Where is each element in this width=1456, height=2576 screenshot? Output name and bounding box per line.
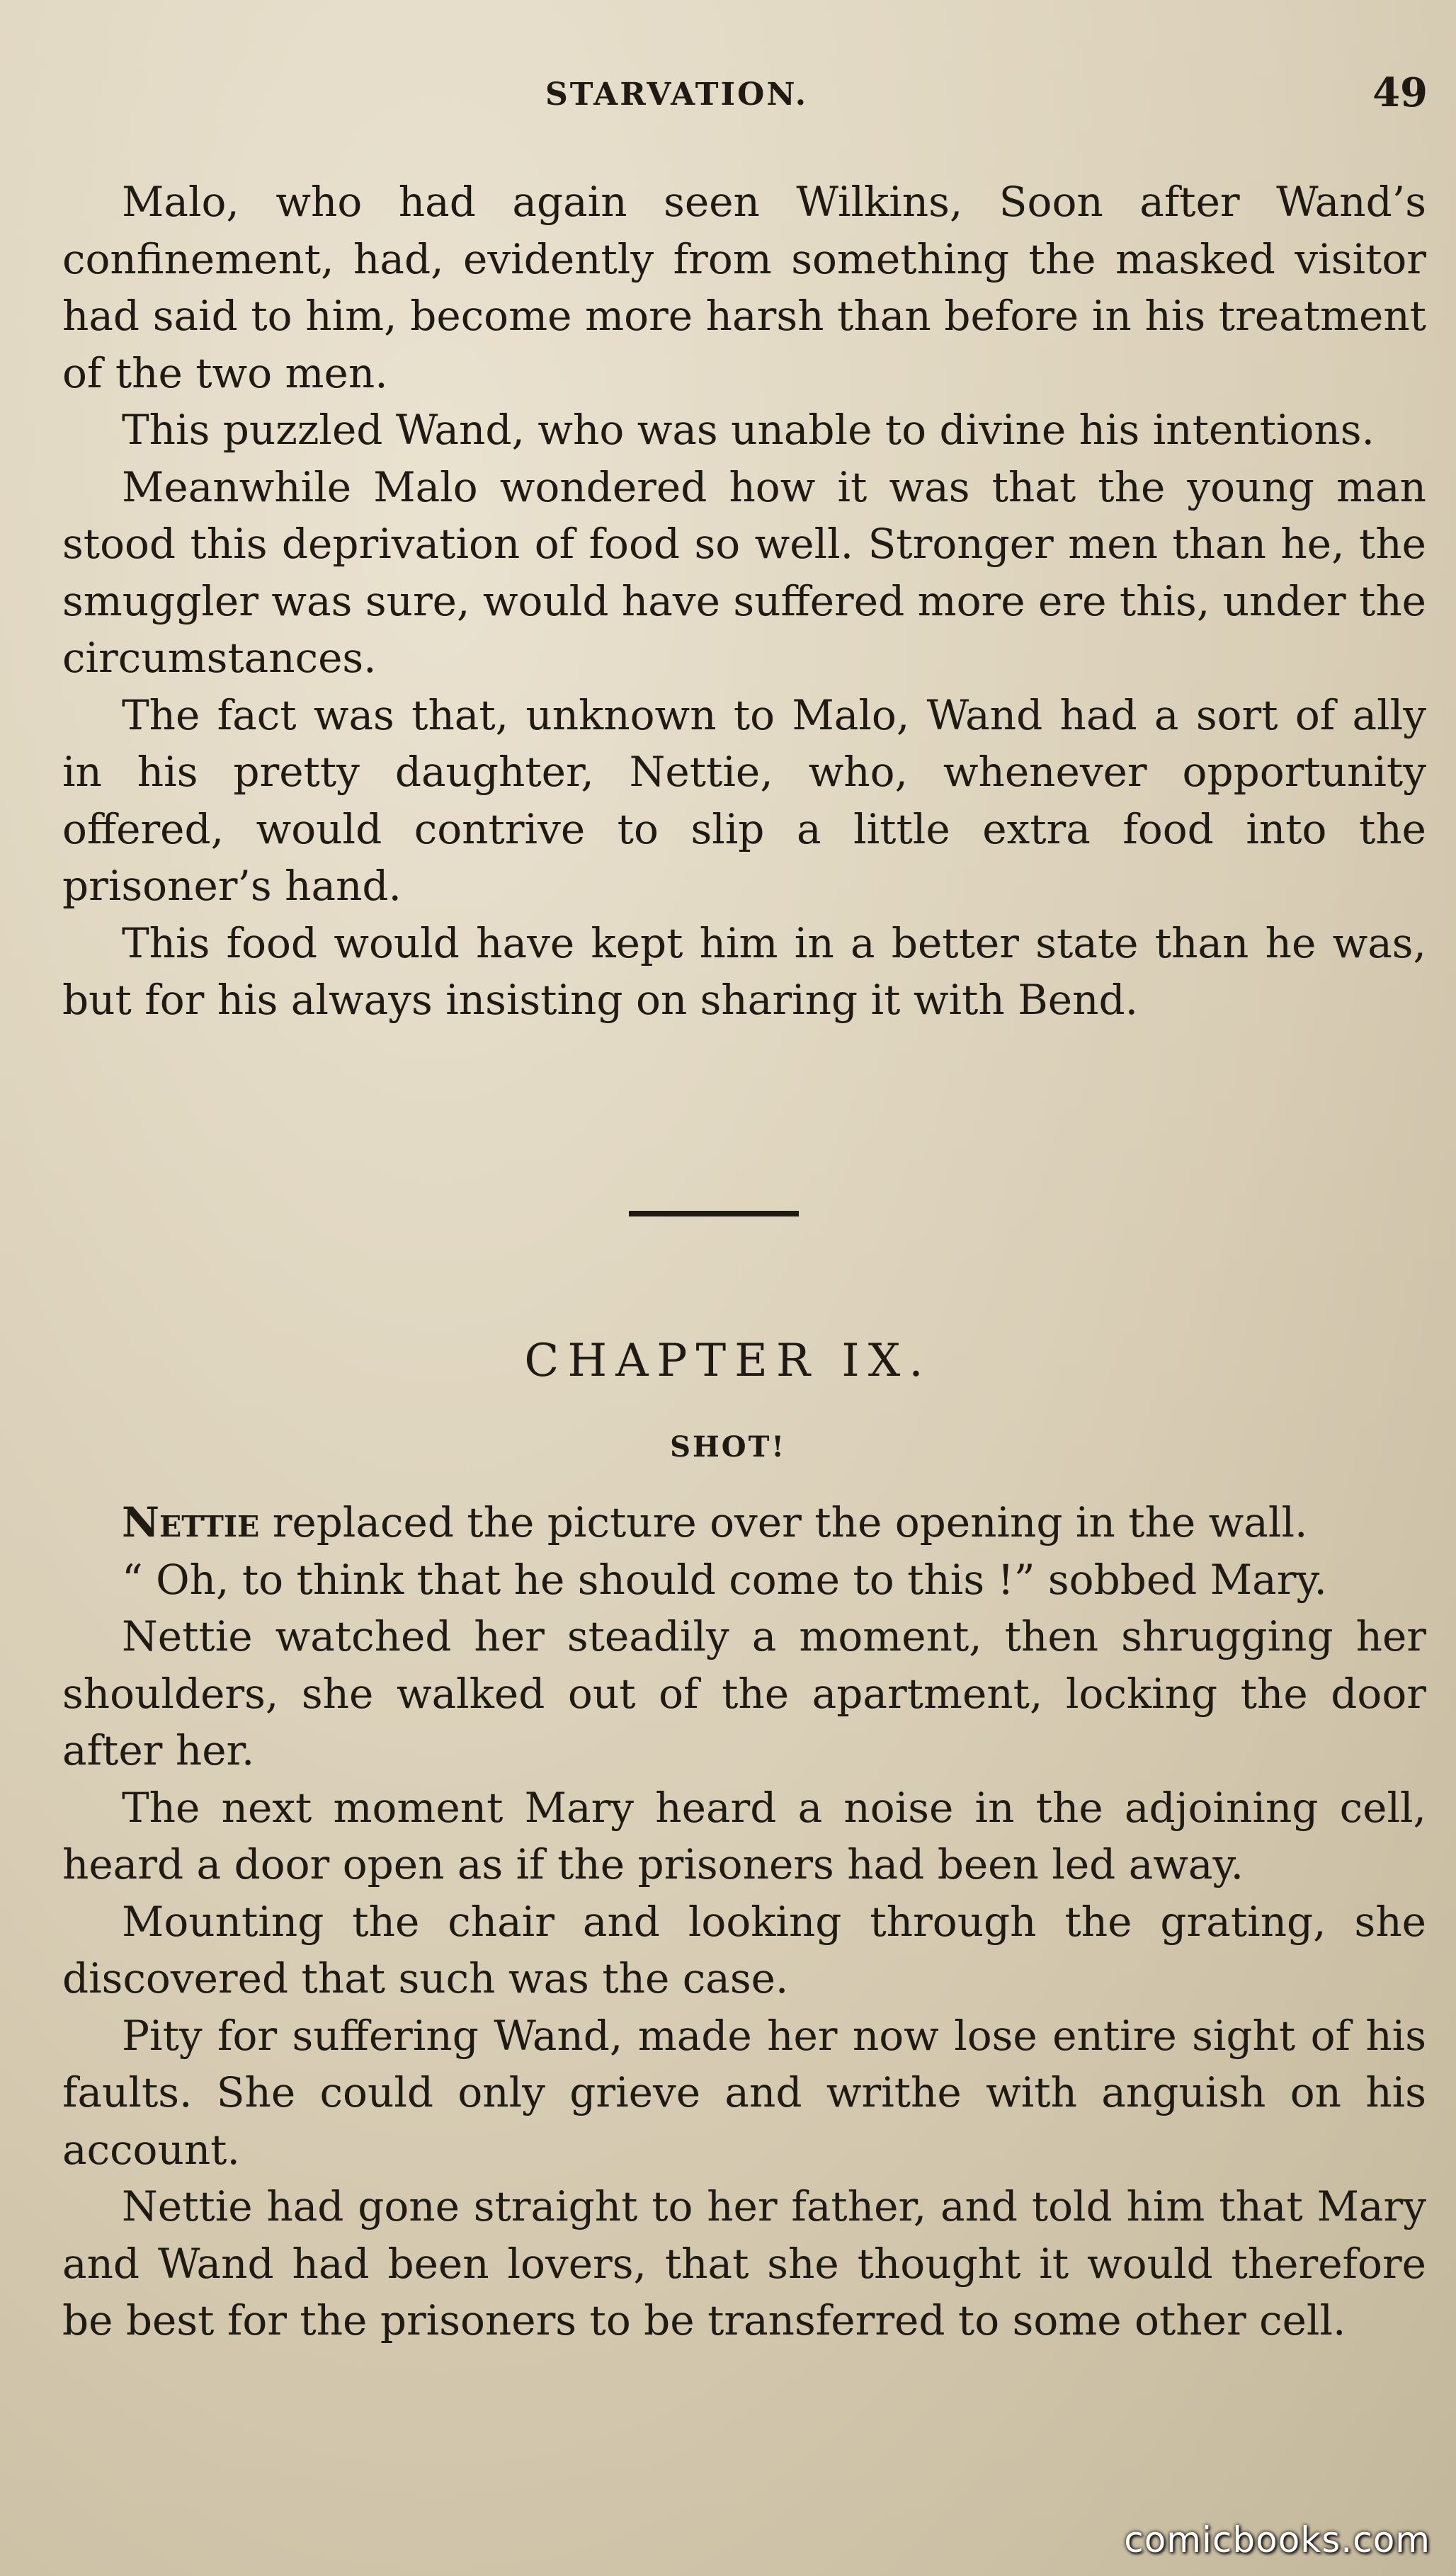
paragraph: This food would have kept him in a better state than he was, but for his always insisting on sharing it with Bend. (62, 918, 1426, 1024)
lead-word: Nettie (122, 1498, 260, 1546)
running-head (0, 69, 1456, 126)
paragraph: The next moment Mary heard a noise in the adjoining cell, heard a door open as if the prisoners had been led away. (62, 1783, 1426, 1888)
paragraph (62, 1494, 1426, 1551)
paragraph: Mounting the chair and looking through the grating, she discovered that such was the case. (62, 1897, 1426, 2002)
paragraph: Pity for suffering Wand, made her now lose entire sight of his faults. She could only grieve and writhe with anguish on his account. (62, 2011, 1426, 2174)
chapter-subtitle: SHOT! (670, 1430, 786, 1464)
section-divider-rule (629, 1211, 799, 1216)
page-number: 49 (1372, 69, 1428, 116)
paragraph: This puzzled Wand, who was unable to divine his intentions. (122, 406, 1375, 454)
running-title: STARVATION. (545, 76, 809, 113)
paragraph: The fact was that, unknown to Malo, Wand had a sort of ally in his pretty daughter, Nettie, who, whenever opportunity offered, would contrive to slip a little extra food into the prisoner’s hand. (62, 690, 1426, 910)
paragraph: Meanwhile Malo wondered how it was that the young man stood this deprivation of food so well. Stronger men than he, the smuggler was sure, would have suffered more ere this, under the circumstances. (62, 462, 1427, 682)
paragraph: Nettie had gone straight to her father, and told him that Mary and Wand had been lovers, that she thought it would therefore be best for the prisoners to be transferred to some other cell. (62, 2182, 1426, 2344)
paragraph: “ Oh, to think that he should come to this !” sobbed Mary. (122, 1555, 1327, 1604)
paragraph: Nettie watched her steadily a moment, then shrugging her shoulders, she walked out of the apartment, locking the door after her. (62, 1612, 1426, 1774)
paragraph-text: replaced the picture over the opening in the wall. (259, 1498, 1308, 1546)
paragraph: Malo, who had again seen Wilkins, Soon after Wand’s confinement, had, evidently from something the masked visitor had said to him, become more harsh than before in his treatment of the two men. (62, 178, 1426, 397)
site-watermark: comicbooks.com (1124, 2519, 1431, 2560)
section-2-text (62, 1494, 1426, 2349)
chapter-title: CHAPTER IX. (524, 1335, 932, 1387)
section-1-text (62, 173, 1426, 1029)
